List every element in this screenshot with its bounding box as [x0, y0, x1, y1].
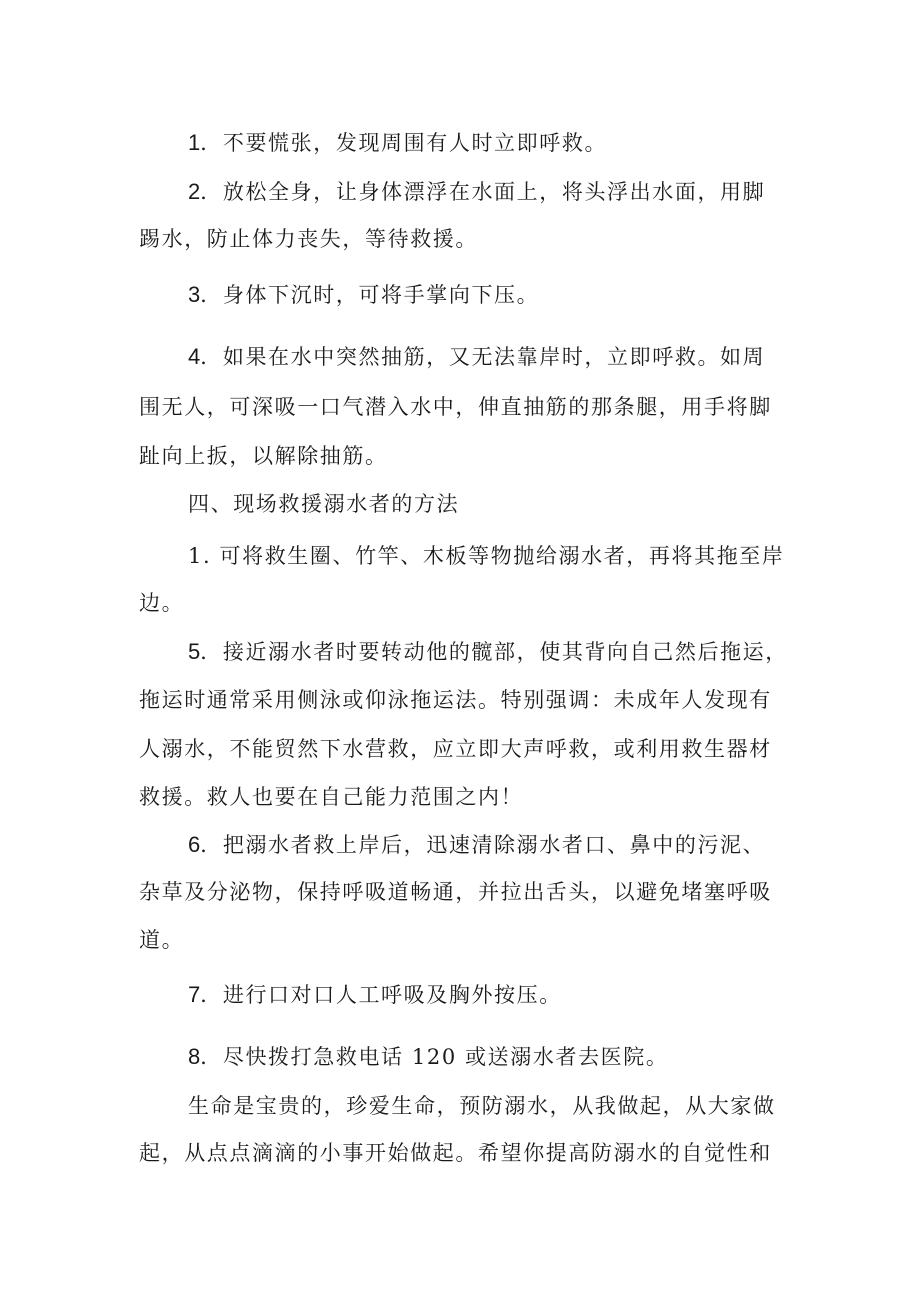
closing-line-1: 生命是宝贵的，珍爱生命，预防溺水，从我做起，从大家做 — [188, 1094, 776, 1118]
item-8-number: 8 — [188, 1044, 201, 1069]
item-5-line-2: 拖运时通常采用侧泳或仰泳拖运法。特别强调：未成年人发现有 — [139, 688, 772, 712]
rescue-1-line-2: 边。 — [139, 591, 185, 615]
item-6-line-1 — [188, 834, 765, 856]
item-1-text: ．不要慌张，发现周围有人时立即呼救。 — [200, 131, 608, 155]
item-4-line-2: 围无人，可深吸一口气潜入水中，伸直抽筋的那条腿，用手将脚 — [139, 395, 772, 419]
item-3-line-1 — [188, 284, 539, 306]
item-5-line-1 — [188, 641, 788, 663]
item-7-number: 7 — [188, 982, 201, 1007]
item-8-text: ．尽快拨打急救电话 120 或送溺水者去医院。 — [200, 1045, 669, 1069]
item-5-text: ．接近溺水者时要转动他的髋部，使其背向自己然后拖运， — [200, 640, 788, 664]
item-7-text: ．进行口对口人工呼吸及胸外按压。 — [200, 983, 562, 1007]
item-2-line-1 — [188, 181, 765, 203]
closing-line-2: 起，从点点滴滴的小事开始做起。希望你提高防溺水的自觉性和 — [139, 1141, 772, 1165]
item-5-line-3: 人溺水，不能贸然下水营救，应立即大声呼救，或利用救生器材 — [139, 737, 772, 761]
item-4-line-3: 趾向上扳，以解除抽筋。 — [139, 444, 388, 468]
item-2-text: ．放松全身，让身体漂浮在水面上，将头浮出水面，用脚 — [200, 180, 766, 204]
item-3-number: 3 — [188, 282, 201, 307]
item-3-text: ．身体下沉时，可将手掌向下压。 — [200, 283, 540, 307]
item-4-line-1 — [188, 346, 765, 368]
item-2-number: 2 — [188, 179, 201, 204]
item-5-line-4: 救援。救人也要在自己能力范围之内！ — [139, 785, 524, 809]
item-2-line-2: 踢水，防止体力丧失，等待救援。 — [139, 227, 478, 251]
rescue-1-line-1: 1. 可将救生圈、竹竿、木板等物抛给溺水者，再将其拖至岸 — [188, 544, 785, 568]
item-4-number: 4 — [188, 344, 201, 369]
item-6-text: ．把溺水者救上岸后，迅速清除溺水者口、鼻中的污泥、 — [200, 833, 766, 857]
item-6-number: 6 — [188, 832, 201, 857]
item-7-line-1 — [188, 984, 562, 1006]
item-1-line-1 — [188, 132, 607, 154]
item-4-text: ．如果在水中突然抽筋，又无法靠岸时，立即呼救。如周 — [200, 345, 766, 369]
section-heading: 四、现场救援溺水者的方法 — [188, 492, 460, 516]
item-1-number: 1 — [188, 130, 201, 155]
item-8-line-1 — [188, 1046, 668, 1068]
item-6-line-3: 道。 — [139, 928, 185, 952]
item-5-number: 5 — [188, 639, 201, 664]
item-6-line-2: 杂草及分泌物，保持呼吸道畅通，并拉出舌头，以避免堵塞呼吸 — [139, 880, 772, 904]
